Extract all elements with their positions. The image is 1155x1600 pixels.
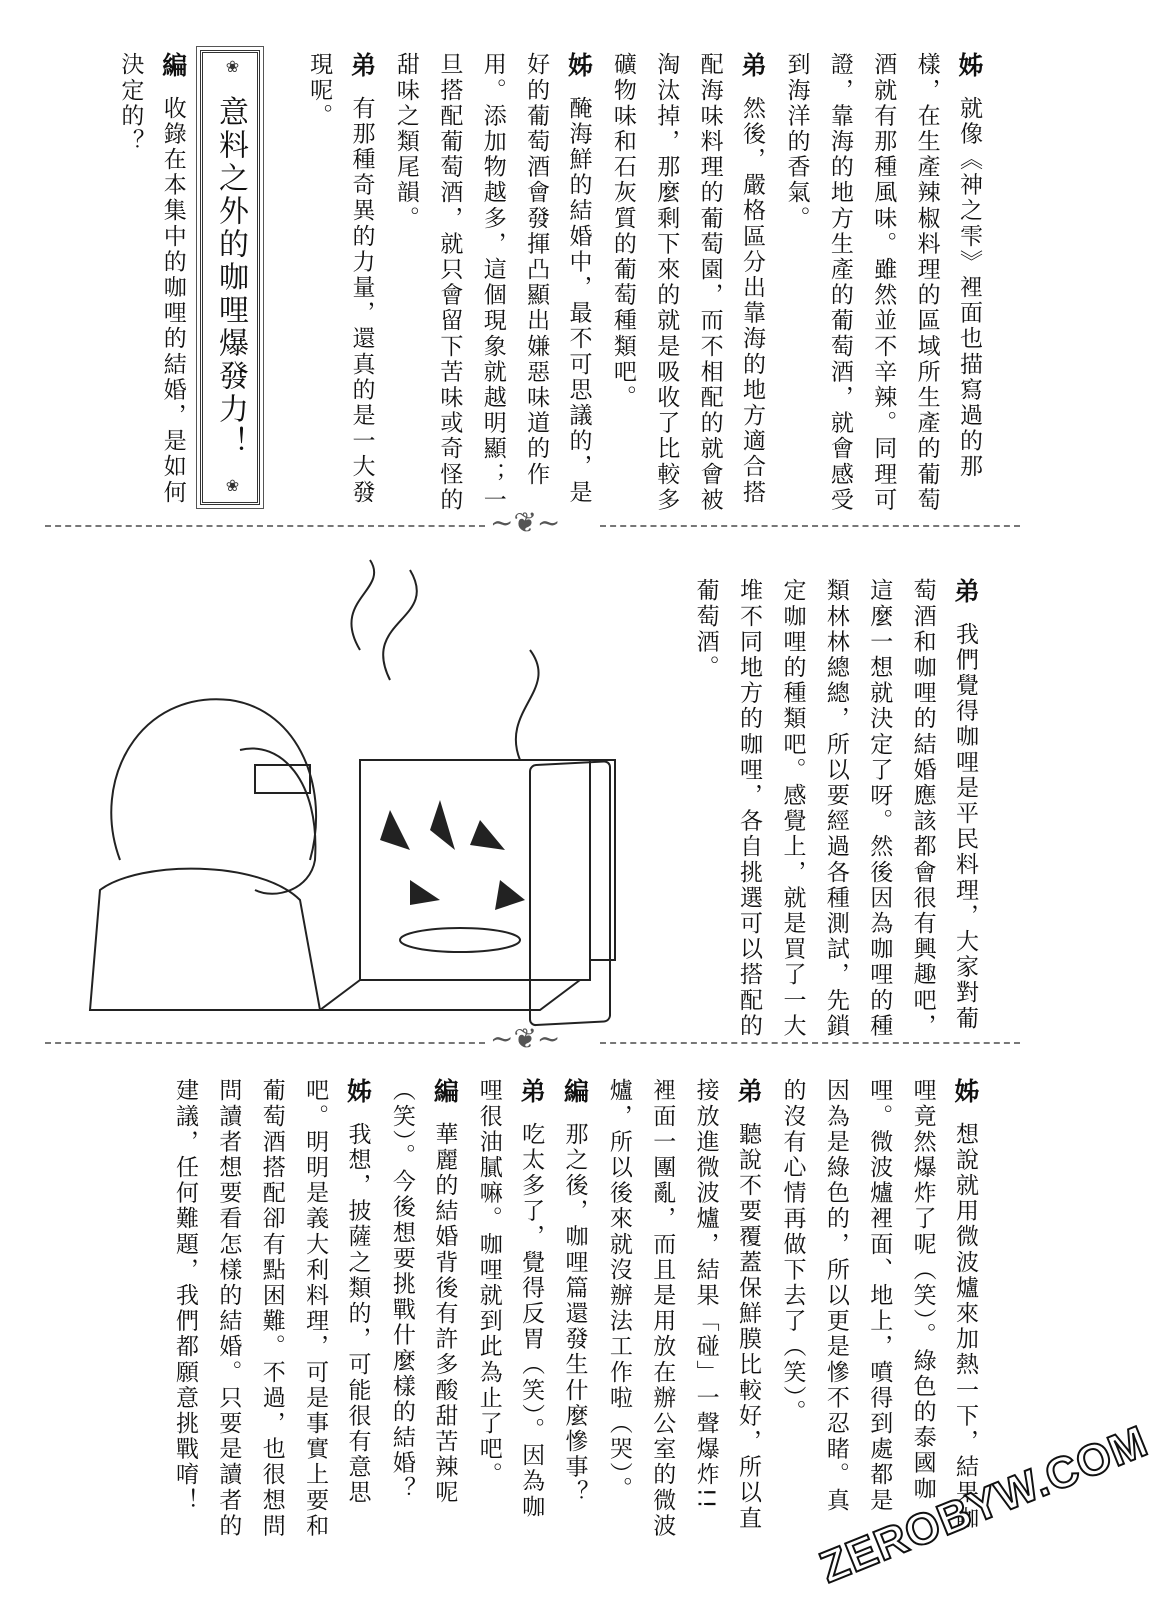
- dialogue-text: 哩竟然爆炸了呢（笑）。綠色的泰國咖: [909, 1078, 936, 1502]
- dialogue-line: [596, 1078, 639, 1538]
- dialogue-text: 問讀者想要看怎樣的結婚。只要是讀者的: [215, 1078, 242, 1539]
- dialogue-text: 定咖哩的種類吧。感覺上，就是買了一大: [779, 578, 806, 1039]
- speaker-label: 姊: [951, 1078, 980, 1106]
- speaker-label: 弟: [517, 1078, 547, 1106]
- character-body: [90, 869, 320, 1010]
- speaker-label: 姊: [564, 52, 594, 80]
- dialogue-text: 酒就有那種風味。雖然並不辛辣。同理可: [870, 52, 897, 513]
- dialogue-text: 配海味料理的葡萄園，而不相配的就會被: [696, 52, 723, 513]
- dialogue-line: [904, 52, 947, 512]
- dialogue-text: 的沒有心情再做下去了（笑）。: [779, 1078, 806, 1425]
- dialogue-line: [427, 52, 470, 512]
- dialogue-text: 我們覺得咖哩是平民料理，大家對葡: [952, 621, 978, 1032]
- dialogue-line: [297, 52, 340, 512]
- dialogue-line: [683, 578, 726, 1018]
- dialogue-line: [861, 52, 904, 512]
- dialogue-line: [813, 1078, 856, 1538]
- speaker-label: 編: [430, 1078, 460, 1106]
- dialogue-text: 萄酒和咖哩的結婚應該都會很有興趣吧，: [909, 578, 936, 1039]
- dialogue-line: [683, 1078, 726, 1538]
- flourish-ornament-icon: ~❦~: [490, 506, 561, 539]
- divider-line: [45, 525, 485, 527]
- dialogue-line: [731, 52, 774, 512]
- dialogue-line: [774, 52, 817, 512]
- character-face: [240, 748, 315, 893]
- dialogue-line: [857, 1078, 900, 1538]
- dialogue-text: 爐，所以後來就沒辦法工作啦（哭）。: [605, 1078, 632, 1502]
- dialogue-text: 我想，披薩之類的，可能很有意思: [344, 1121, 371, 1506]
- divider-line: [600, 1042, 1020, 1044]
- dialogue-text: 吃太多了，覺得反胃（笑）。因為咖: [518, 1121, 545, 1520]
- dialogue-text: 現呢。: [306, 52, 333, 129]
- dialogue-line: [380, 1078, 423, 1538]
- dialogue-line: [770, 578, 813, 1039]
- dialogue-line: [944, 1078, 987, 1538]
- speaker-label: 弟: [347, 52, 377, 80]
- dialogue-line: [466, 1078, 509, 1538]
- dialogue-text: 葡萄酒搭配卻有點困難。不過，也很想問: [258, 1078, 285, 1539]
- section-heading-box: [200, 50, 260, 505]
- dialogue-line: [249, 1078, 292, 1538]
- dialogue-text: 哩。微波爐裡面、地上，噴得到處都是: [866, 1078, 893, 1514]
- speaker-label: 弟: [734, 1078, 764, 1106]
- dialogue-line: [817, 52, 860, 512]
- dialogue-line: [108, 52, 151, 512]
- dialogue-line: [687, 52, 730, 512]
- dialogue-text: 就像《神之雫》裡面也描寫過的那: [956, 95, 982, 480]
- microwave-explosion-illustration: [60, 560, 700, 1010]
- dialogue-text: 哩很油膩嘛。咖哩就到此為止了吧。: [475, 1078, 502, 1488]
- dialogue-line: [900, 1078, 943, 1538]
- dialogue-line: [944, 578, 987, 1032]
- dialogue-line: [900, 578, 943, 1039]
- dialogue-line: [553, 1078, 596, 1538]
- dialogue-line: [770, 1078, 813, 1538]
- divider-line: [600, 525, 1020, 527]
- speaker-label: 編: [560, 1078, 590, 1106]
- dialogue-text: 有那種奇異的力量，還真的是一大發: [348, 95, 375, 506]
- dialogue-text: 好的葡萄酒會發揮凸顯出嫌惡味道的作: [523, 52, 550, 488]
- dialogue-text: 類林林總總，所以要經過各種測試，先鎖: [822, 578, 849, 1039]
- microwave-icon: [360, 760, 590, 980]
- dialogue-text: 礦物味和石灰質的葡萄種類吧。: [609, 52, 636, 411]
- dialogue-text: 想說就用微波爐來加熱一下，結果咖: [952, 1121, 978, 1532]
- speaker-label: 弟: [951, 578, 980, 606]
- microwave-tray-icon: [320, 980, 580, 1010]
- dialogue-text: 建議，任何難題，我們都願意挑戰唷！: [171, 1078, 198, 1514]
- dialogue-text: 接放進微波爐，結果「碰」一聲爆炸!!: [692, 1078, 719, 1512]
- dialogue-line: [600, 52, 643, 512]
- smoke-icon: [351, 560, 538, 760]
- bowl-icon: [400, 928, 520, 952]
- dialogue-line: [857, 578, 900, 1039]
- dialogue-text: 用。添加物越多，這個現象就越明顯；一: [479, 52, 506, 513]
- dialogue-text: 堆不同地方的咖哩，各自挑選可以搭配的: [736, 578, 763, 1039]
- speaker-label: 姊: [343, 1078, 373, 1106]
- middle-dialogue: [683, 578, 987, 1039]
- dialogue-text: 樣，在生產辣椒料理的區域所生產的葡萄: [913, 52, 940, 513]
- bottom-dialogue: [163, 1078, 987, 1538]
- dialogue-line: [470, 52, 513, 512]
- dialogue-text: 收錄在本集中的咖哩的結婚，是如何: [159, 95, 186, 506]
- dialogue-text: 吧。明明是義大利料理，可是事實上要和: [302, 1078, 329, 1539]
- microwave-door-icon: [530, 761, 610, 1025]
- glasses-icon: [255, 765, 310, 793]
- speaker-label: 姊: [955, 52, 984, 80]
- dialogue-text: 那之後，咖哩篇還發生什麼慘事？: [561, 1121, 588, 1506]
- dialogue-line: [514, 52, 557, 512]
- dialogue-text: 旦搭配葡萄酒，就只會留下苦味或奇怪的: [436, 52, 463, 513]
- dialogue-line: [336, 1078, 379, 1538]
- dialogue-line: [557, 52, 600, 512]
- dialogue-line: [948, 52, 991, 512]
- character-hair: [111, 699, 316, 860]
- dialogue-text: 到海洋的香氣。: [783, 52, 810, 232]
- dialogue-line: [151, 52, 194, 512]
- watermark: ZEROBYW.COM: [813, 1416, 1155, 1593]
- dialogue-text: 然後，嚴格區分出靠海的地方適合搭: [739, 95, 766, 506]
- dialogue-text: （笑）。今後想要挑戰什麼樣的結婚？: [388, 1078, 415, 1502]
- dialogue-text: 葡萄酒。: [692, 578, 719, 681]
- dialogue-text: 裡面一團亂，而且是用放在辦公室的微波: [649, 1078, 676, 1539]
- dialogue-text: 甜味之類尾韻。: [392, 52, 419, 232]
- dialogue-line: [206, 1078, 249, 1538]
- dialogue-line: [640, 1078, 683, 1538]
- dialogue-line: [727, 578, 770, 1039]
- dialogue-text: 聽說不要覆蓋保鮮膜比較好，所以直: [735, 1121, 762, 1532]
- top-dialogue-after-heading: [108, 52, 195, 512]
- dialogue-text: 這麼一想就決定了呀。然後因為咖哩的種: [866, 578, 893, 1039]
- ornament-corner-icon: ❀: [223, 57, 242, 79]
- speaker-label: 編: [158, 52, 188, 80]
- speaker-label: 弟: [738, 52, 768, 80]
- dialogue-line: [293, 1078, 336, 1538]
- dialogue-line: [340, 52, 383, 512]
- ornament-corner-icon: ❀: [223, 476, 242, 498]
- dialogue-text: 決定的？: [117, 52, 144, 155]
- dialogue-line: [384, 52, 427, 512]
- dialogue-text: 華麗的結婚背後有許多酸甜苦辣呢: [431, 1121, 458, 1506]
- top-dialogue: [297, 52, 991, 512]
- dialogue-line: [510, 1078, 553, 1538]
- dialogue-line: [644, 52, 687, 512]
- dialogue-text: 淘汰掉，那麼剩下來的就是吸收了比較多: [653, 52, 680, 513]
- dialogue-text: 證，靠海的地方生產的葡萄酒，就會感受: [826, 52, 853, 513]
- flourish-ornament-icon: ~❦~: [490, 1022, 561, 1055]
- dialogue-line: [813, 578, 856, 1039]
- divider-line: [45, 1042, 485, 1044]
- dialogue-line: [423, 1078, 466, 1538]
- dialogue-text: 醃海鮮的結婚中，最不可思議的，是: [565, 95, 592, 506]
- section-heading: 意料之外的咖哩爆發力！: [213, 96, 248, 459]
- dialogue-line: [727, 1078, 770, 1538]
- dialogue-line: [163, 1078, 206, 1538]
- dialogue-text: 因為是綠色的，所以更是慘不忍睹。真: [822, 1078, 849, 1514]
